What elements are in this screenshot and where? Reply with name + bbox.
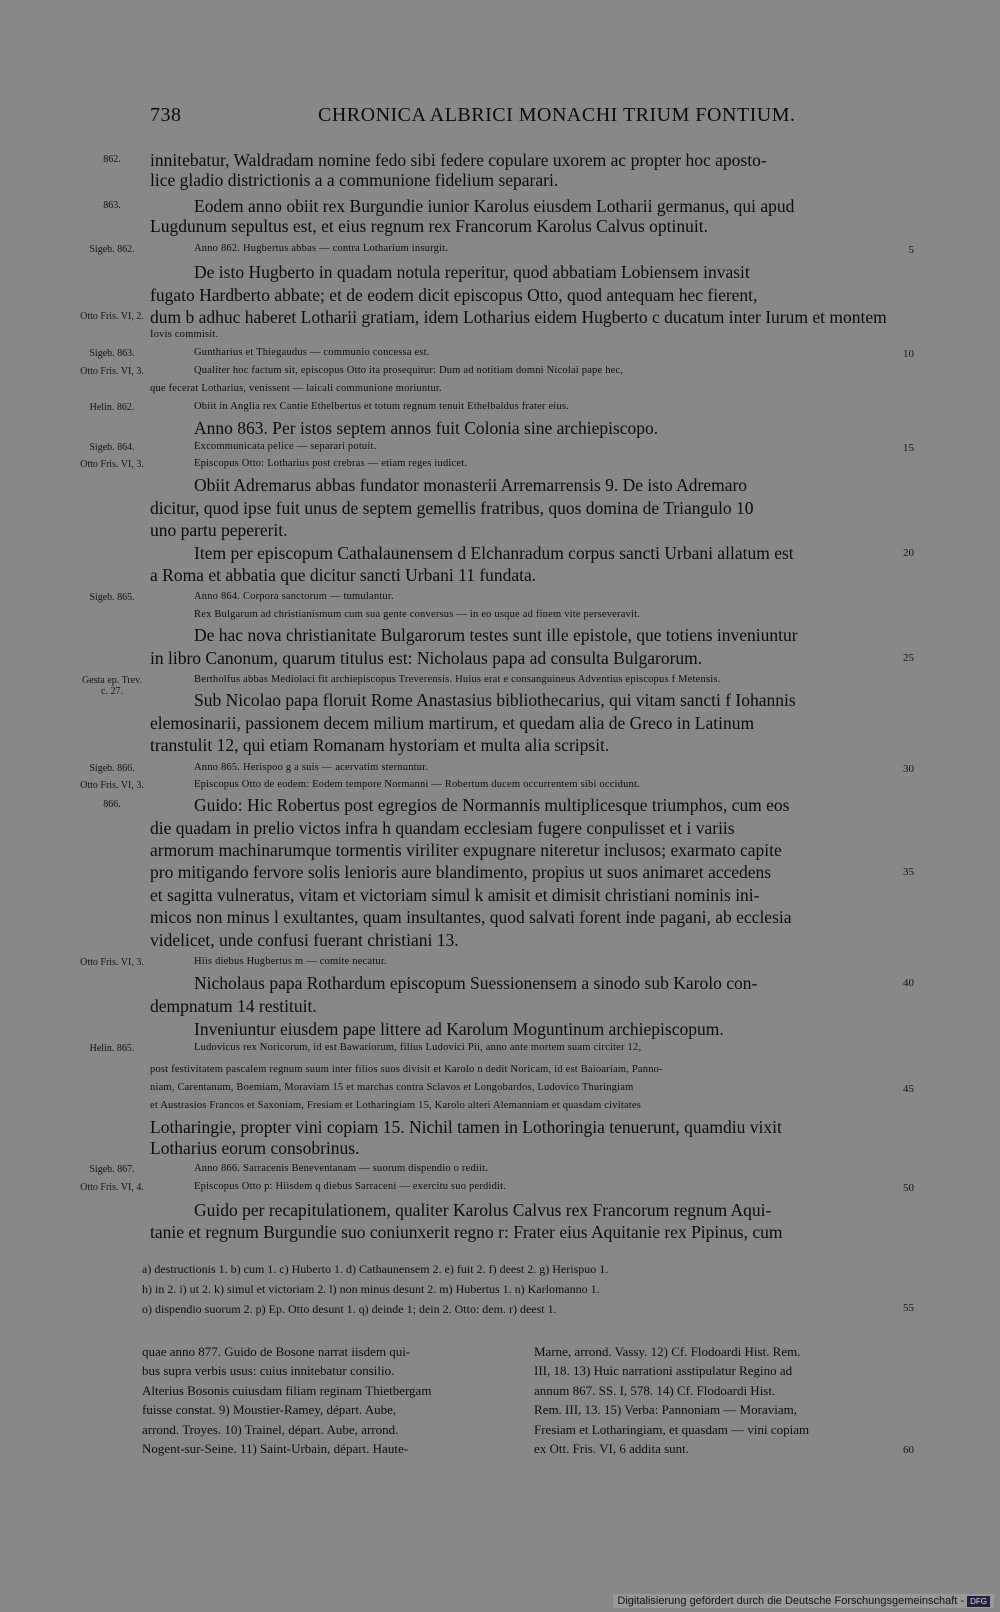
- line-text: Nicholaus papa Rothardum episcopum Suessionensem a sinodo sub Karolo con-: [194, 973, 758, 993]
- margin-reference: Otto Fris. VI, 3.: [80, 366, 144, 377]
- margin-reference: 862.: [103, 154, 121, 165]
- line-number: 40: [903, 977, 914, 989]
- line-text: Anno 865. Herispoo g a suis — acervatim sternuntur.: [194, 762, 429, 773]
- margin-reference: Gesta ep. Trev. c. 27.: [82, 675, 142, 697]
- line-text: De isto Hugberto in quadam notula reperitur, quod abbatiam Lobiensem invasit: [194, 262, 750, 282]
- note-line: bus supra verbis usus: cuius innitebatur consilio.: [142, 1363, 395, 1379]
- line-text: Obiit in Anglia rex Cantie Ethelbertus et totum regnum tenuit Ethelbaldus frater eius.: [194, 401, 569, 412]
- line-text: dicitur, quod ipse fuit unus de septem gemellis fratribus, quos domina de Triangulo 10: [150, 498, 754, 518]
- line-number: 20: [903, 547, 914, 559]
- line-text: dum b adhuc haberet Lotharii gratiam, idem Lotharius eidem Hugberto c ducatum inter Iurum et montem: [150, 307, 887, 327]
- margin-reference: Sigeb. 864.: [89, 442, 135, 453]
- line-number: 45: [903, 1083, 914, 1095]
- line-number: 30: [903, 763, 914, 775]
- note-line: Rem. III, 13. 15) Verba: Pannoniam — Moraviam,: [534, 1402, 797, 1418]
- line-text: niam, Carentanum, Boemiam, Moraviam 15 et marchas contra Sclavos et Longobardos, Ludovico Thuringiam: [150, 1082, 634, 1093]
- note-line: III, 18. 13) Huic narrationi asstipulatur Regino ad: [534, 1363, 793, 1379]
- line-text: in libro Canonum, quarum titulus est: Nicholaus papa ad consulta Bulgarorum.: [150, 648, 703, 668]
- line-text: Lugdunum sepultus est, et eius regnum rex Francorum Karolus Calvus optinuit.: [150, 216, 708, 236]
- margin-reference: Sigeb. 862.: [89, 244, 135, 255]
- line-text: Episcopus Otto de eodem: Eodem tempore Normanni — Robertum ducem occurrentem sibi occidunt.: [194, 779, 640, 790]
- line-number: 15: [903, 442, 914, 454]
- line-number: 10: [903, 348, 914, 360]
- line-text: fugato Hardberto abbate; et de eodem dicit episcopus Otto, quod antequam hec fierent,: [150, 285, 758, 305]
- line-text: Guido per recapitulationem, qualiter Karolus Calvus rex Francorum regnum Aqui-: [194, 1200, 772, 1220]
- line-text: videlicet, unde confusi fuerant christiani 13.: [150, 930, 459, 950]
- line-text: Hiis diebus Hugbertus m — comite necatur.: [194, 956, 387, 967]
- note-line: ex Ott. Fris. VI, 6 addita sunt.: [534, 1441, 690, 1457]
- margin-reference: Otto Fris. VI, 2.: [80, 311, 144, 322]
- line-text: a Roma et abbatia que dicitur sancti Urbani 11 fundata.: [150, 565, 537, 585]
- notes-line-number: 60: [903, 1444, 914, 1456]
- line-number: 55: [903, 1302, 914, 1314]
- line-text: Ludovicus rex Noricorum, id est Bawariorum, filius Ludovici Pii, anno ante mortem suam circiter 12,: [194, 1042, 642, 1053]
- line-text: Inveniuntur eiusdem pape littere ad Karolum Moguntinum archiepiscopum.: [194, 1019, 724, 1039]
- margin-reference: Otto Fris. VI, 3.: [80, 780, 144, 791]
- line-number: 25: [903, 652, 914, 664]
- line-text: Eodem anno obiit rex Burgundie iunior Karolus eiusdem Lotharii germanus, qui apud: [194, 196, 795, 216]
- line-number: 35: [903, 866, 914, 878]
- margin-reference: Sigeb. 863.: [89, 348, 135, 359]
- line-text: Anno 862. Hugbertus abbas — contra Lotharium insurgit.: [194, 243, 449, 254]
- margin-reference: Otto Fris. VI, 4.: [80, 1182, 144, 1193]
- line-text: pro mitigando fervore solis lenioris aure blandimento, propius ut suos animaret accedens: [150, 862, 772, 882]
- line-text: Episcopus Otto: Lotharius post crebras — etiam reges iudicet.: [194, 458, 468, 469]
- line-text: post festivitatem pascalem regnum suum inter filios suos divisit et Karolo n dedit Noricam, id est Baioariam, Panno-: [150, 1064, 663, 1075]
- note-line: Nogent-sur-Seine. 11) Saint-Urbain, départ. Haute-: [142, 1441, 409, 1457]
- line-text: Item per episcopum Cathalaunensem d Elchanradum corpus sancti Urbani allatum est: [194, 543, 794, 563]
- note-line: fuisse constat. 9) Moustier-Ramey, départ. Aube,: [142, 1402, 397, 1418]
- line-text: Guido: Hic Robertus post egregios de Normannis multiplicesque triumphos, cum eos: [194, 795, 790, 815]
- note-line: annum 867. SS. I, 578. 14) Cf. Flodoardi Hist.: [534, 1382, 776, 1398]
- note-line: arrond. Troyes. 10) Trainel, départ. Aube, arrond.: [142, 1421, 399, 1437]
- line-number: 50: [903, 1182, 914, 1194]
- line-text: micos non minus l exultantes, quam insultantes, quod salvati forent inde pagani, ab ecclesia: [150, 907, 792, 927]
- margin-reference: Otto Fris. VI, 3.: [80, 459, 144, 470]
- line-text: transtulit 12, qui etiam Romanam hystoriam et multa alia scripsit.: [150, 735, 610, 755]
- line-text: Episcopus Otto p: Hiisdem q diebus Sarraceni — exercitu suo perdidit.: [194, 1181, 507, 1192]
- line-text: elemosinarii, passionem decem milium martirum, et quedam alia de Greco in Latinum: [150, 713, 755, 733]
- margin-reference: Sigeb. 866.: [89, 763, 135, 774]
- margin-reference: Sigeb. 865.: [89, 592, 135, 603]
- line-text: Lotharius eorum consobrinus.: [150, 1138, 360, 1158]
- margin-reference: 863.: [103, 200, 121, 211]
- line-text: tanie et regnum Burgundie suo coniunxerit regno r: Frater eius Aquitanie rex Pipinus, cum: [150, 1222, 783, 1242]
- variant-line: h) in 2. i) ut 2. k) simul et victoriam 2. l) non minus desunt 2. m) Hubertus 1. n) Karlomanno 1.: [142, 1282, 600, 1296]
- line-text: et Austrasios Francos et Saxoniam, Fresiam et Lotharingiam 15, Karolo alteri Alemanniam et quasdam civitates: [150, 1100, 642, 1111]
- line-text: Rex Bulgarum ad christianismum cum sua gente conversus — in eo usque ad finem vite perseveravit.: [194, 609, 641, 620]
- line-text: lice gladio districtionis a a communione fidelium separari.: [150, 170, 559, 190]
- line-text: De hac nova christianitate Bulgarorum testes sunt ille epistole, que totiens inveniuntur: [194, 625, 798, 645]
- line-text: Anno 866. Sarracenis Beneventanam — suorum dispendio o rediit.: [194, 1163, 489, 1174]
- notes-right-column: [534, 1342, 809, 1458]
- line-text: Lotharingie, propter vini copiam 15. Nichil tamen in Lothoringia tenuerunt, quamdiu vixit: [150, 1117, 782, 1137]
- line-text: Sub Nicolao papa floruit Rome Anastasius bibliothecarius, qui vitam sancti f Iohannis: [194, 690, 796, 710]
- line-text: Iovis commisit.: [150, 329, 219, 340]
- line-text: uno partu pepererit.: [150, 520, 288, 540]
- line-text: Bertholfus abbas Mediolaci fit archiepiscopus Treverensis. Huius erat e consanguineus Adventius episcopus f Metensis.: [194, 674, 721, 685]
- digitization-footer: [613, 1594, 994, 1608]
- note-line: Fresiam et Lotharingiam, et quasdam — vini copiam: [534, 1421, 810, 1437]
- line-text: Obiit Adremarus abbas fundator monasterii Arremarrensis 9. De isto Adremaro: [194, 475, 748, 495]
- page-number: 738: [150, 104, 182, 126]
- footer-text: Digitalisierung gefördert durch die Deutsche Forschungsgemeinschaft -: [617, 1595, 965, 1607]
- line-text: Qualiter hoc factum sit, episcopus Otto ita prosequitur: Dum ad notitiam domni Nicolai pape hec,: [194, 365, 624, 376]
- dfg-logo: DFG: [967, 1596, 990, 1607]
- line-text: Anno 863. Per istos septem annos fuit Colonia sine archiepiscopo.: [194, 418, 659, 438]
- margin-reference: Sigeb. 867.: [89, 1164, 135, 1175]
- notes-left-column: [142, 1342, 431, 1458]
- margin-reference: Otto Fris. VI, 3.: [80, 957, 144, 968]
- line-text: que fecerat Lotharius, venissent — laicali communione moriuntur.: [150, 383, 442, 394]
- note-line: quae anno 877. Guido de Bosone narrat iisdem qui-: [142, 1344, 411, 1359]
- line-text: innitebatur, Waldradam nomine fedo sibi federe copulare uxorem ac propter hoc aposto-: [150, 150, 767, 170]
- line-text: Excommunicata pelice — separari potuit.: [194, 441, 377, 452]
- note-line: Marne, arrond. Vassy. 12) Cf. Flodoardi Hist. Rem.: [534, 1344, 801, 1359]
- margin-reference: Helin. 865.: [89, 1043, 135, 1054]
- variant-line: o) dispendio suorum 2. p) Ep. Otto desunt 1. q) deinde 1; dein 2. Otto: dem. r) deest 1.: [142, 1302, 557, 1316]
- margin-reference: 866.: [103, 799, 121, 810]
- line-text: Anno 864. Corpora sanctorum — tumulantur.: [194, 591, 394, 602]
- line-text: armorum machinarumque tormentis viriliter expugnare niteretur inclusos; exarmato capite: [150, 840, 782, 860]
- running-title: CHRONICA ALBRICI MONACHI TRIUM FONTIUM.: [318, 104, 796, 126]
- variant-line: a) destructionis 1. b) cum 1. c) Huberto 1. d) Cathaunensem 2. e) fuit 2. f) deest 2. g) Herispuo 1.: [142, 1262, 609, 1276]
- line-number: 5: [908, 244, 914, 256]
- line-text: die quadam in prelio victos infra h quandam ecclesiam fugere conpulisset et i variis: [150, 818, 735, 838]
- margin-reference: Helin. 862.: [89, 402, 135, 413]
- note-line: Alterius Bosonis cuiusdam filiam reginam Thietbergam: [142, 1382, 432, 1398]
- line-text: dempnatum 14 restituit.: [150, 996, 317, 1016]
- line-text: et sagitta vulneratus, vitam et victoriam simul k amisit et dimisit christiani nominis ini-: [150, 885, 760, 905]
- line-text: Guntharius et Thiegaudus — communio concessa est.: [194, 347, 430, 358]
